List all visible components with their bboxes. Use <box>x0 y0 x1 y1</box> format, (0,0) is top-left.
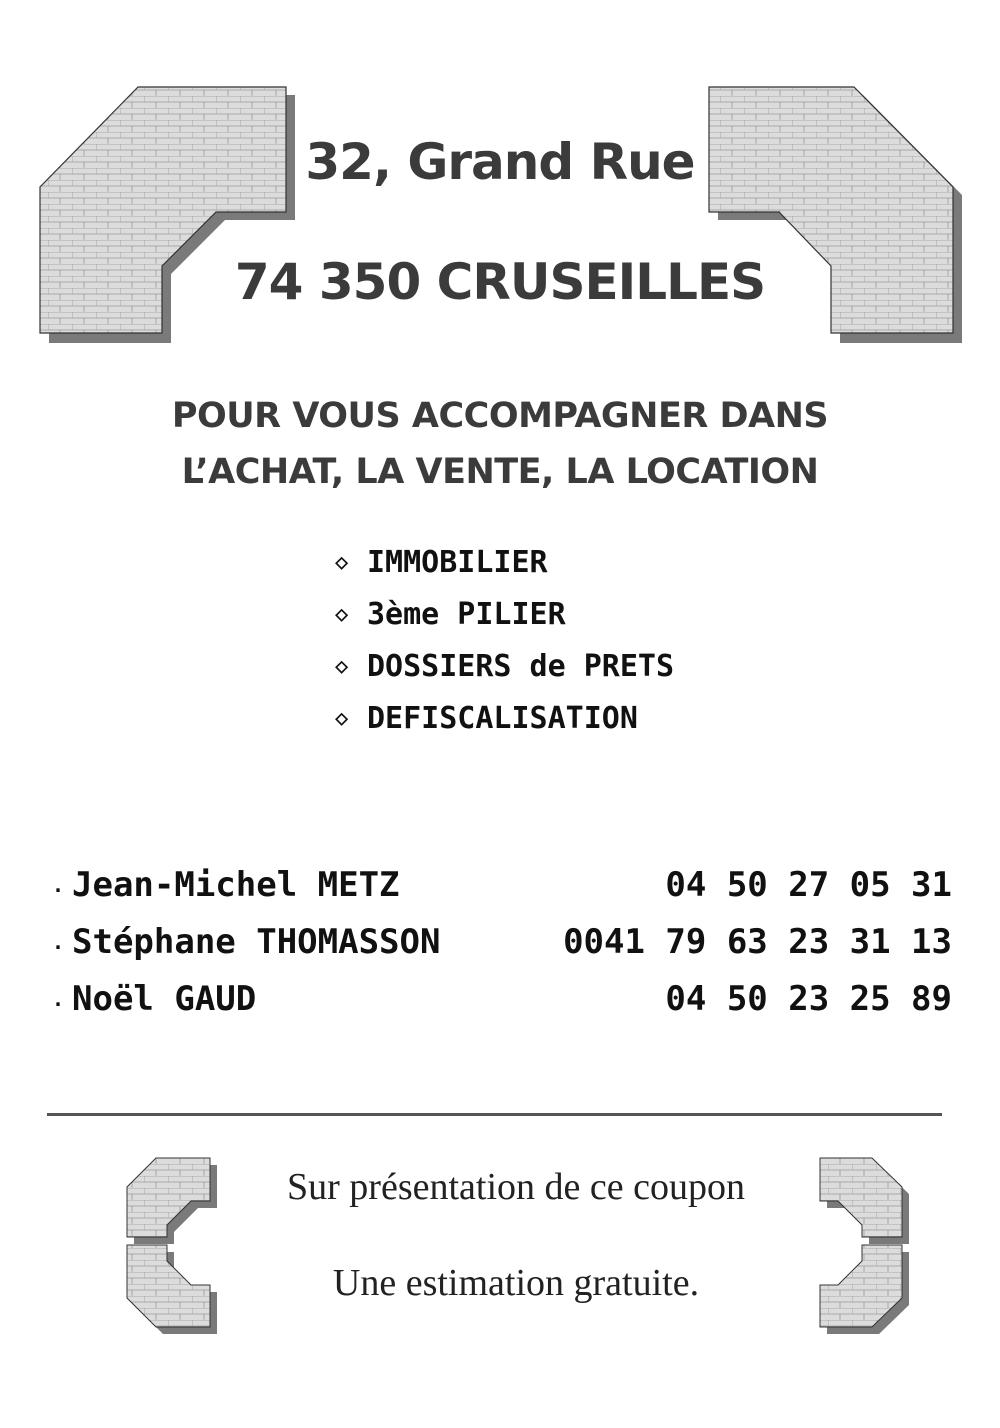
contact-phone: 04 50 27 05 31 <box>665 864 952 905</box>
diamond-bullet-icon: ◇ <box>335 601 349 627</box>
contacts-list <box>52 856 952 1027</box>
service-item <box>335 588 674 640</box>
diamond-bullet-icon: ◇ <box>335 549 349 575</box>
contact-phone: 0041 79 63 23 31 13 <box>563 921 952 962</box>
contact-bullet: . <box>52 986 65 1011</box>
contact-row <box>52 856 952 913</box>
service-label: DEFISCALISATION <box>367 700 638 736</box>
service-item <box>335 536 674 588</box>
service-label: DOSSIERS de PRETS <box>367 648 675 684</box>
service-item <box>335 640 674 692</box>
contact-row <box>52 970 952 1027</box>
contact-name: Stéphane THOMASSON <box>72 921 441 962</box>
contact-name: Jean-Michel METZ <box>72 864 400 905</box>
service-label: IMMOBILIER <box>367 544 548 580</box>
contact-row <box>52 913 952 970</box>
contact-bullet: . <box>52 929 65 954</box>
contact-bullet: . <box>52 872 65 897</box>
contact-name: Noël GAUD <box>72 978 257 1019</box>
services-list <box>335 536 674 744</box>
slogan-line-1: POUR VOUS ACCOMPAGNER DANS <box>171 396 829 436</box>
coupon-line-2: Une estimation gratuite. <box>332 1262 700 1304</box>
diamond-bullet-icon: ◇ <box>335 705 349 731</box>
diamond-bullet-icon: ◇ <box>335 653 349 679</box>
address-street: 32, Grand Rue <box>305 133 695 191</box>
coupon-divider <box>47 1113 942 1116</box>
contact-phone: 04 50 23 25 89 <box>665 978 952 1019</box>
service-label: 3ème PILIER <box>367 596 566 632</box>
slogan-line-2: L’ACHAT, LA VENTE, LA LOCATION <box>181 452 819 492</box>
coupon-line-1: Sur présentation de ce coupon <box>287 1166 745 1208</box>
service-item <box>335 692 674 744</box>
address-city: 74 350 CRUSEILLES <box>234 253 766 311</box>
